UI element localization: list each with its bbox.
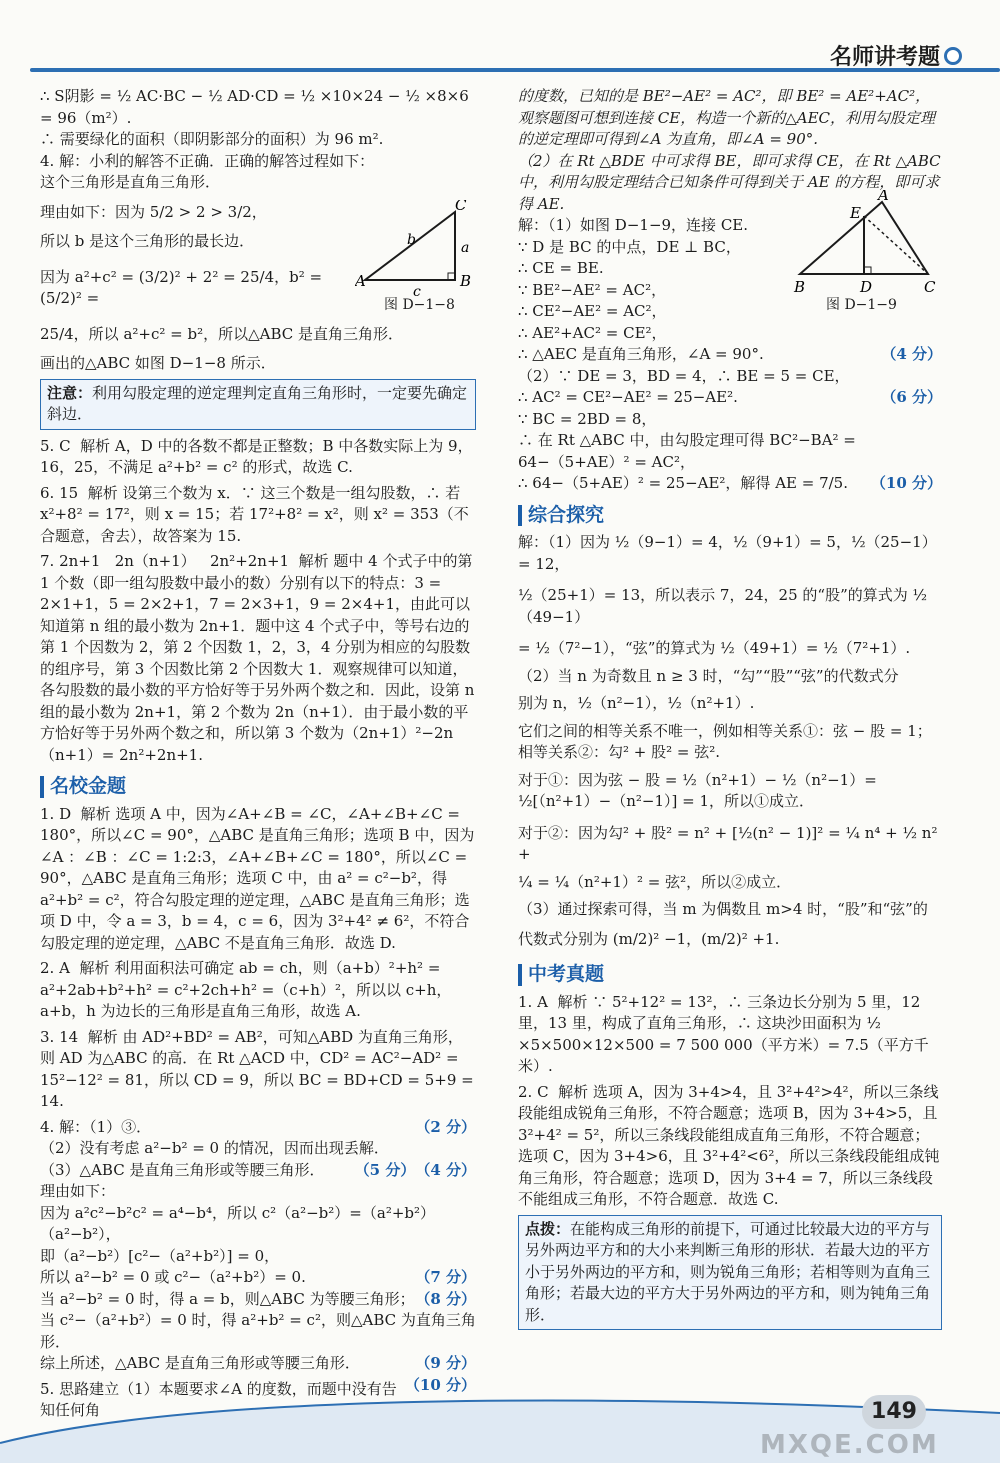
section-title-zonghe: 综合探究 [518, 505, 942, 527]
mingxiao-5: 5. 思路建立（1）本题要求∠A 的度数，而题中没有告知任何角 [40, 1379, 397, 1419]
left-line: ∴ S阴影 = ½ AC·BC − ½ AD·CD = ½ ×10×24 − ½ ×8×6 [40, 87, 469, 105]
zonghe-line: 解：（1）因为 ½（9−1）= 4，½（9+1）= 5，½（25−1）= 12， [518, 533, 937, 573]
label-a-vertex: A [878, 190, 889, 204]
note-label: 注意： [47, 383, 93, 402]
right-angle-mark [864, 267, 871, 274]
m4-line: （3）△ABC 是直角三角形或等腰三角形． （5 分） [40, 1160, 416, 1179]
sol-line: ∴ CE = BE. [518, 259, 604, 277]
zhongkao-1: 1. A 解析 ∵ 5²+12² = 13²，∴ 三条边长分别为 5 里，12 里，13 里，构成了直角三角形，∴ 这块沙田面积为 ½ ×5×500×12×500 = 7 500 000（平方米）= 7.5（平方千米）. [518, 992, 929, 1075]
left-line: 所以 b 是这个三角形的最长边． [40, 232, 255, 250]
sol-line: （2）∵ DE = 3，BD = 4，∴ BE = 5 = CE， [518, 366, 850, 385]
m4-line: 理由如下： [40, 1182, 116, 1200]
section-title-zhongkao: 中考真题 [518, 964, 942, 986]
label-b-vertex: B [794, 278, 806, 296]
sol-line: ∴ CE²−AE² = AC²， [518, 302, 667, 320]
sol-line: ∵ BE²−AE² = AC²， [518, 280, 667, 299]
header-title: 名师讲考题 [829, 45, 940, 70]
left-line: 理由如下：因为 5/2 > 2 > 3/2， [40, 202, 267, 221]
label-b-vertex: B [460, 272, 472, 290]
zonghe-line: （3）通过探索可得，当 m 为偶数且 m>4 时，“股”和“弦”的 [518, 900, 928, 918]
sol-line: ∵ D 是 BC 的中点，DE ⊥ BC， [518, 237, 741, 256]
left-line: 25/4，所以 a²+c² = b²，所以△ABC 是直角三角形． [40, 324, 404, 343]
sol-line: ∴ 64−（5+AE）² = 25−AE²，解得 AE = 7/5. （10 分） [518, 474, 942, 492]
m4-line: （2）没有考虑 a²−b² = 0 的情况，因而出现丢解． [40, 1139, 389, 1157]
sol-line: ∴ AE²+AC² = CE²， [518, 323, 667, 342]
note-text-2: 在能构成三角形的前提下，可通过比较最大边的平方与另外两边平方和的大小来判断三角形的形状．若最大边的平方小于另外两边的平方和，则为锐角三角形；若相等则为直角三角形；若最大边的平方大于另外两边的平方和，则为钝角三角形． [525, 1219, 931, 1324]
m4-line: 当 c²−（a²+b²）= 0 时，得 a²+b² = c²，则△ABC 为直角三角形． [40, 1311, 476, 1351]
answer-7: 7. 2n+1 2n（n+1） 2n²+2n+1 解析 题中 4 个式子中的第 1 个数（即一组勾股数中最小的数）分别有以下的特点：3 = 2×1+1，5 = 2×2+1，7 = 2×3+1，9 = 2×4+1，由此可以知道第 n 组的最小数为 2n+1．题中这 4 个式子中，等号右边的第 1 个因数为 2，第 2 个因数 1，2，3，4 分别为相应的勾股数的组序号，第 3 个因数比第 2 个因数大 1．观察规律可以知道，各勾股数的最小数的平方恰好等于另外两个数之和．因此，设第 n 组的最小数为 2n+1，第 2 个数为 2n（n+1）．由于最小数的平方恰好等于另外两个数之和，所以第 3 个数为（2n+1）²−2n（n+1）= 2n²+2n+1. [40, 552, 480, 764]
mingxiao-4: 4. 解：（1）③． （2 分） （2）没有考虑 a²−b² = 0 的情况，因而出现丢解． （4 分） （3）△ABC 是直角三角形或等腰三角形． （5 分） 理由如下： 因为 a²c²−b²c² = a⁴−b⁴，所以 c²（a²−b²）=（a²+b²）（a²−b²）， 即（a²−b²）[c²−（a²+b²）] = 0， 所以 a²−b² = 0 或 c²−（a²+b²）= 0. （7 分） 当 a²−b² = 0 时，得 a = b，则△ABC 为等腰三角形； （8 分） 当 c²−（a²+b²）= 0 时，得 a²+b² = c²，则△ABC 为直角三角形． （9 分） 综上所述，△ABC 是直角三角形或等腰三角形． （10 分） [40, 1117, 476, 1394]
zonghe-line: ½（25+1）= 13，所以表示 7，24，25 的“股”的算式为 ½（49−1） [518, 586, 928, 626]
left-line: ∴ 需要绿化的面积（即阴影部分的面积）为 96 m². [40, 130, 384, 148]
zonghe-line: 对于①：因为弦 − 股 = ½（n²+1）− ½（n²−1）= ½[（n²+1）−（n²−1）] = 1，所以①成立． [518, 770, 882, 810]
answer-5: 5. C 解析 A，D 中的各数不都是正整数；B 中各数实际上为 9，16，25，不满足 a²+b² = c² 的形式，故选 C. [40, 436, 473, 476]
note-label-2: 点拨： [525, 1219, 571, 1238]
sol-line: ∵ BC = 2BD = 8， [518, 409, 657, 428]
label-side-a: a [461, 240, 470, 256]
right-angle-mark [448, 273, 455, 280]
sol-line: 解：（1）如图 D−1−9，连接 CE. [518, 216, 749, 234]
zonghe-line: ¼ = ¼（n²+1）² = 弦²，所以②成立． [518, 872, 792, 891]
m4-line: 当 a²−b² = 0 时，得 a = b，则△ABC 为等腰三角形； （8 分） [40, 1289, 476, 1308]
mingxiao-2: 2. A 解析 利用面积法可确定 ab = ch，则（a+b）²+h² = a²+2ab+b²+h² = c²+2ch+h² =（c+h）²，所以以 c+h，a+b，h 为边长的三角形是直角三角形，故选 A. [40, 959, 452, 1020]
m4-line: 因为 a²c²−b²c² = a⁴−b⁴，所以 c²（a²−b²）=（a²+b²）（a²−b²）， [40, 1203, 436, 1243]
answer-6: 6. 15 解析 设第三个数为 x．∵ 这三个数是一组勾股数，∴ 若 x²+8² = 17²，则 x = 15；若 17²+8² = x²，则 x² = 353（不合题意，舍去），故答案为 15. [40, 483, 469, 545]
zonghe-line: 对于②：因为勾² + 股² = n² + [½(n² − 1)]² = ¼ n⁴ + ½ n² + [518, 823, 943, 863]
zonghe-line: = ½（7²−1），“弦”的算式为 ½（49+1）= ½（7²+1）. [518, 639, 911, 657]
note-box [40, 379, 476, 430]
left-line: 画出的△ABC 如图 D−1−8 所示． [40, 354, 276, 372]
label-side-c: c [413, 284, 421, 300]
sol-line: ∴ AC² = CE²−AE² = 25−AE². （6 分） [518, 388, 942, 406]
mingxiao-3: 3. 14 解析 由 AD²+BD² = AB²，可知△ABD 为直角三角形，则 AD 为△ABC 的高．在 Rt △ACD 中，CD² = AC²−AD² = 15²−12² = 81，所以 CD = 9，所以 BC = BD+CD = 5+9 = 14. [40, 1027, 479, 1110]
label-c-vertex: C [455, 200, 467, 214]
left-line: = 96（m²）. [40, 108, 132, 127]
label-d-vertex: D [860, 278, 873, 296]
watermark: MXQE.COM [760, 1430, 939, 1460]
label-e-vertex: E [850, 204, 861, 222]
left-line: 这个三角形是直角三角形． [40, 173, 221, 191]
left-line: 因为 a²+c² = (3/2)² + 2² = 25/4，b² = (5/2)² = [40, 267, 327, 307]
zhongkao-2: 2. C 解析 选项 A，因为 3+4>4，且 3²+4²>4²，所以三条线段能组成锐角三角形，不符合题意；选项 B，因为 3+4>5，且 3²+4² = 5²，所以三条线段能组成直角三角形，不符合题意；选项 C，因为 3+4>6，且 3²+4²<6²，所以三条线段能组成钝角三角形，符合题意；选项 D，因为 3+4 = 7，所以三条线段不能组成三角形，不符合题意．故选 C. [518, 1082, 943, 1208]
m4-line: 所以 a²−b² = 0 或 c²−（a²+b²）= 0. （7 分） [40, 1268, 476, 1286]
zonghe-line: 代数式分别为 (m/2)² −1，(m/2)² +1. [518, 929, 780, 948]
figure-d-1-9-caption: 图 D−1−9 [826, 297, 897, 313]
label-a-vertex: A [355, 272, 366, 290]
figure-d-1-9 [790, 190, 940, 300]
m4-line: 即（a²−b²）[c²−（a²+b²）] = 0， [40, 1246, 280, 1265]
sol-line: ∴ △AEC 是直角三角形，∠A = 90°. （4 分） [518, 345, 942, 363]
label-c-vertex: C [924, 278, 936, 296]
figure-d-1-8-caption: 图 D−1−8 [384, 297, 455, 313]
m4-line: 4. 解：（1）③． （2 分） [40, 1117, 476, 1136]
mingxiao-1: 1. D 解析 选项 A 中，因为∠A+∠B = ∠C，∠A+∠B+∠C = 180°，所以∠C = 90°，△ABC 是直角三角形；选项 B 中，因为∠A ：∠B ：∠C = 1:2:3，∠A+∠B+∠C = 180°，所以∠C = 90°，△ABC 是直角三角形；选项 C 中，由 a² = c²−b²，得 a²+b² = c²，符合勾股定理的逆定理，△ABC 是直角三角形；选项 D 中，令 a = 3，b = 4，c = 6，因为 3²+4² ≠ 6²，不符合勾股定理的逆定理，△ABC 不是直角三角形．故选 D. [40, 804, 475, 952]
sol-line: ∴ 在 Rt △ABC 中，由勾股定理可得 BC²−BA² = 64−（5+AE）² = AC²， [518, 431, 861, 471]
note-text: 利用勾股定理的逆定理判定直角三角形时，一定要先确定斜边． [47, 383, 468, 423]
right-intro: 的度数，已知的是 BE²−AE² = AC²，即 BE² = AE²+AC²，观察题图可想到连接 CE，构造一个新的△AEC，利用勾股定理的逆定理即可得到∠A 为直角，即∠A = 90°. [518, 87, 935, 148]
page-number: 149 [862, 1395, 926, 1429]
header-dot-icon [944, 47, 962, 65]
section-title-mingxiao: 名校金题 [40, 776, 476, 798]
left-line: 4. 解：小利的解答不正确．正确的解答过程如下： [40, 151, 375, 170]
zonghe-line: （2）当 n 为奇数且 n ≥ 3 时，“勾”“股”“弦”的代数式分 [518, 666, 899, 685]
note-box-2 [518, 1215, 942, 1331]
right-intro-2: （2）在 Rt △BDE 中可求得 BE，即可求得 CE，在 Rt △ABC 中，利用勾股定理结合已知条件可得到关于 AE 的方程，即可求得 AE. [518, 151, 946, 213]
zonghe-line: 别为 n，½（n²−1），½（n²+1）. [518, 694, 755, 712]
zonghe-line: 它们之间的相等关系不唯一，例如相等关系①：弦 − 股 = 1；相等关系②：勾² + 股² = 弦². [518, 721, 932, 761]
m4-line: 综上所述，△ABC 是直角三角形或等腰三角形． （10 分） [40, 1354, 476, 1394]
label-side-b: b [407, 232, 416, 248]
